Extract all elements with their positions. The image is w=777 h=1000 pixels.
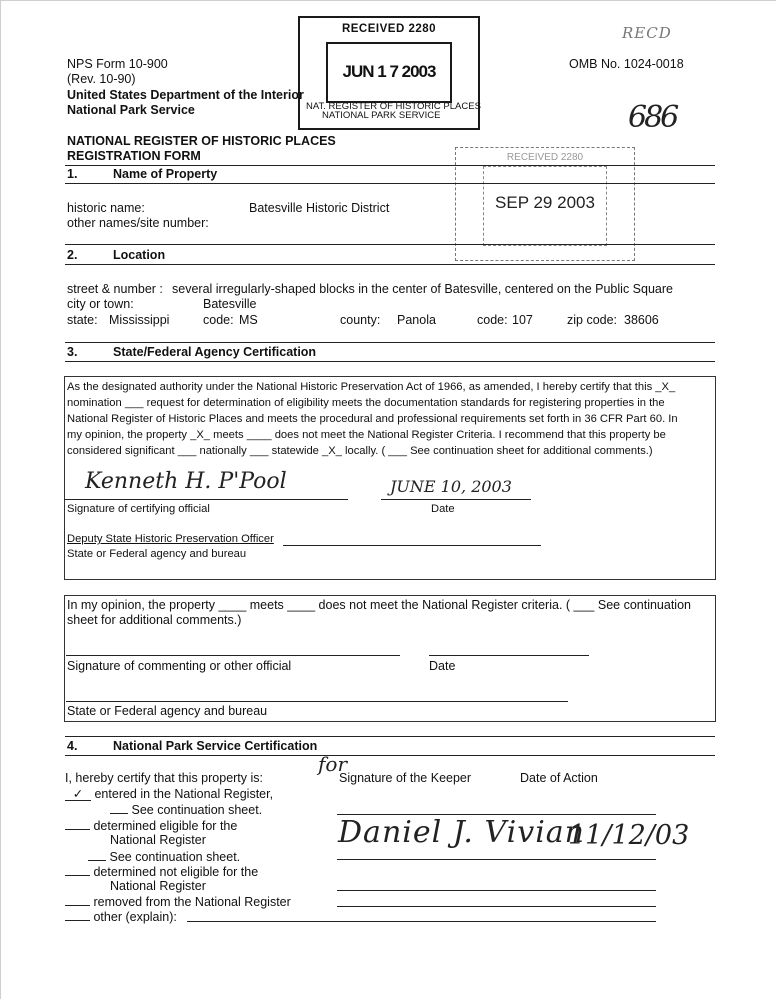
- county-code-label: code:: [477, 313, 508, 327]
- form-title-line1: NATIONAL REGISTER OF HISTORIC PLACES: [67, 134, 336, 148]
- divider: [65, 361, 715, 362]
- option-continuation-2[interactable]: See continuation sheet.: [88, 849, 240, 865]
- agency-line: [283, 545, 541, 546]
- checkmark-icon: ✓: [65, 788, 91, 801]
- street-value[interactable]: several irregularly-shaped blocks in the center of Batesville, centered on the Public Square: [172, 282, 673, 296]
- signature-line: [65, 499, 348, 500]
- comment-text-line2: sheet for additional comments.): [67, 613, 242, 627]
- date-of-action-handwritten: 11/12/03: [568, 820, 690, 851]
- county-label: county:: [340, 313, 381, 327]
- cert-text-line: National Register of Historic Places and meets the procedural and professional requirements set forth in 36 CFR Part 60. In: [67, 413, 678, 425]
- cert-text-line: considered significant ___ nationally ___ statewide _X_ locally. ( ___ See continuation sheet for additional comments.): [67, 445, 653, 457]
- certifying-official-signature: Kenneth H. P'Pool: [85, 469, 287, 494]
- option-determined-eligible[interactable]: determined eligible for the: [65, 818, 237, 834]
- agency-label: State or Federal agency and bureau: [67, 548, 247, 560]
- option-other[interactable]: other (explain):: [65, 909, 177, 925]
- option-national-register-1: National Register: [110, 833, 206, 847]
- county-code-value[interactable]: 107: [512, 313, 533, 327]
- historic-name-value[interactable]: Batesville Historic District: [249, 201, 390, 215]
- divider: [65, 342, 715, 343]
- stamp-date: JUN 1 7 2003: [342, 62, 436, 81]
- nps-cert-intro: I, hereby certify that this property is:: [65, 771, 263, 785]
- section3-number: 3.: [67, 345, 78, 359]
- agency-line[interactable]: [66, 701, 568, 702]
- street-label: street & number :: [67, 282, 163, 296]
- option-national-register-2: National Register: [110, 879, 206, 893]
- signature-label: Signature of certifying official: [67, 503, 210, 515]
- option-continuation-1[interactable]: See continuation sheet.: [110, 802, 262, 818]
- comment-date-label: Date: [429, 659, 456, 673]
- stamp-footer-1: NAT. REGISTER OF HISTORIC PLACES: [306, 101, 481, 112]
- cert-text-line: my opinion, the property _X_ meets ____ does not meet the National Register Criteria. I recommend that this property be: [67, 429, 666, 441]
- divider: [65, 736, 715, 737]
- stamp-date-box: [326, 42, 452, 103]
- comment-text-line1: In my opinion, the property ____ meets ____ does not meet the National Register criteria. ( ___ See continuation: [67, 598, 691, 612]
- date-of-action-label: Date of Action: [520, 771, 598, 785]
- blank-field: [88, 849, 106, 861]
- section3-title: State/Federal Agency Certification: [113, 345, 317, 359]
- keeper-line[interactable]: [337, 859, 656, 860]
- city-value[interactable]: Batesville: [203, 297, 257, 311]
- received-stamp-june: [298, 16, 480, 130]
- commenting-official-box: [64, 595, 716, 722]
- divider: [65, 165, 715, 166]
- signature-line[interactable]: [66, 655, 400, 656]
- handwritten-note-top: RECD: [622, 24, 672, 42]
- other-names-label: other names/site number:: [67, 216, 209, 230]
- divider: [65, 183, 715, 184]
- keeper-line[interactable]: [337, 890, 656, 891]
- comment-signature-label: Signature of commenting or other official: [67, 659, 292, 673]
- department-name: United States Department of the Interior: [67, 88, 304, 102]
- blank-field: [65, 864, 90, 876]
- blank-field: [65, 909, 90, 921]
- stamp2-date-box: [483, 166, 607, 246]
- blank-field: [65, 894, 90, 906]
- keeper-signature-label: Signature of the Keeper: [339, 771, 472, 785]
- date-line[interactable]: [429, 655, 589, 656]
- state-certification-box: [64, 376, 716, 580]
- section2-number: 2.: [67, 248, 78, 262]
- cert-text-line: nomination ___ request for determination of eligibility meets the documentation standards for registering properties in the: [67, 397, 665, 409]
- state-code-label: code:: [203, 313, 234, 327]
- agency-value: Deputy State Historic Preservation Officer: [67, 533, 274, 545]
- divider: [65, 244, 715, 245]
- stamp-received-title: RECEIVED 2280: [341, 23, 437, 35]
- state-label: state:: [67, 313, 98, 327]
- form-revision: (Rev. 10-90): [67, 72, 136, 86]
- keeper-line[interactable]: [337, 906, 656, 907]
- historic-name-label: historic name:: [67, 201, 145, 215]
- handwritten-reference-number: 686: [628, 100, 677, 135]
- section1-title: Name of Property: [113, 167, 218, 181]
- zip-label: zip code:: [567, 313, 618, 327]
- option-removed[interactable]: removed from the National Register: [65, 894, 291, 910]
- cert-text-line: As the designated authority under the National Historic Preservation Act of 1966, as amended, I hereby certify that this _X_: [67, 381, 676, 393]
- divider: [65, 755, 715, 756]
- city-label: city or town:: [67, 297, 134, 311]
- date-label: Date: [431, 503, 455, 515]
- section2-title: Location: [113, 248, 166, 262]
- agency-name: National Park Service: [67, 103, 195, 117]
- state-code-value[interactable]: MS: [239, 313, 258, 327]
- county-value[interactable]: Panola: [397, 313, 436, 327]
- other-explain-line[interactable]: [187, 921, 656, 922]
- date-line: [381, 499, 531, 500]
- handwritten-for: for: [318, 752, 348, 776]
- section4-title: National Park Service Certification: [113, 739, 318, 753]
- section4-number: 4.: [67, 739, 78, 753]
- keeper-signature: Daniel J. Vivian: [338, 815, 585, 850]
- form-number: NPS Form 10-900: [67, 57, 168, 71]
- stamp-footer-2: NATIONAL PARK SERVICE: [322, 110, 441, 121]
- option-determined-not-eligible[interactable]: determined not eligible for the: [65, 864, 258, 880]
- blank-field: [110, 802, 128, 814]
- zip-value[interactable]: 38606: [624, 313, 659, 327]
- divider: [65, 264, 715, 265]
- state-value[interactable]: Mississippi: [109, 313, 170, 327]
- omb-number: OMB No. 1024-0018: [569, 57, 684, 71]
- comment-agency-label: State or Federal agency and bureau: [67, 704, 268, 718]
- option-entered[interactable]: ✓ entered in the National Register,: [65, 787, 273, 802]
- blank-field: [65, 818, 90, 830]
- stamp2-title: RECEIVED 2280: [506, 152, 584, 163]
- section1-number: 1.: [67, 167, 78, 181]
- certification-date-handwritten: JUNE 10, 2003: [390, 477, 512, 496]
- form-title-line2: REGISTRATION FORM: [67, 149, 201, 163]
- stamp2-date: SEP 29 2003: [495, 193, 595, 212]
